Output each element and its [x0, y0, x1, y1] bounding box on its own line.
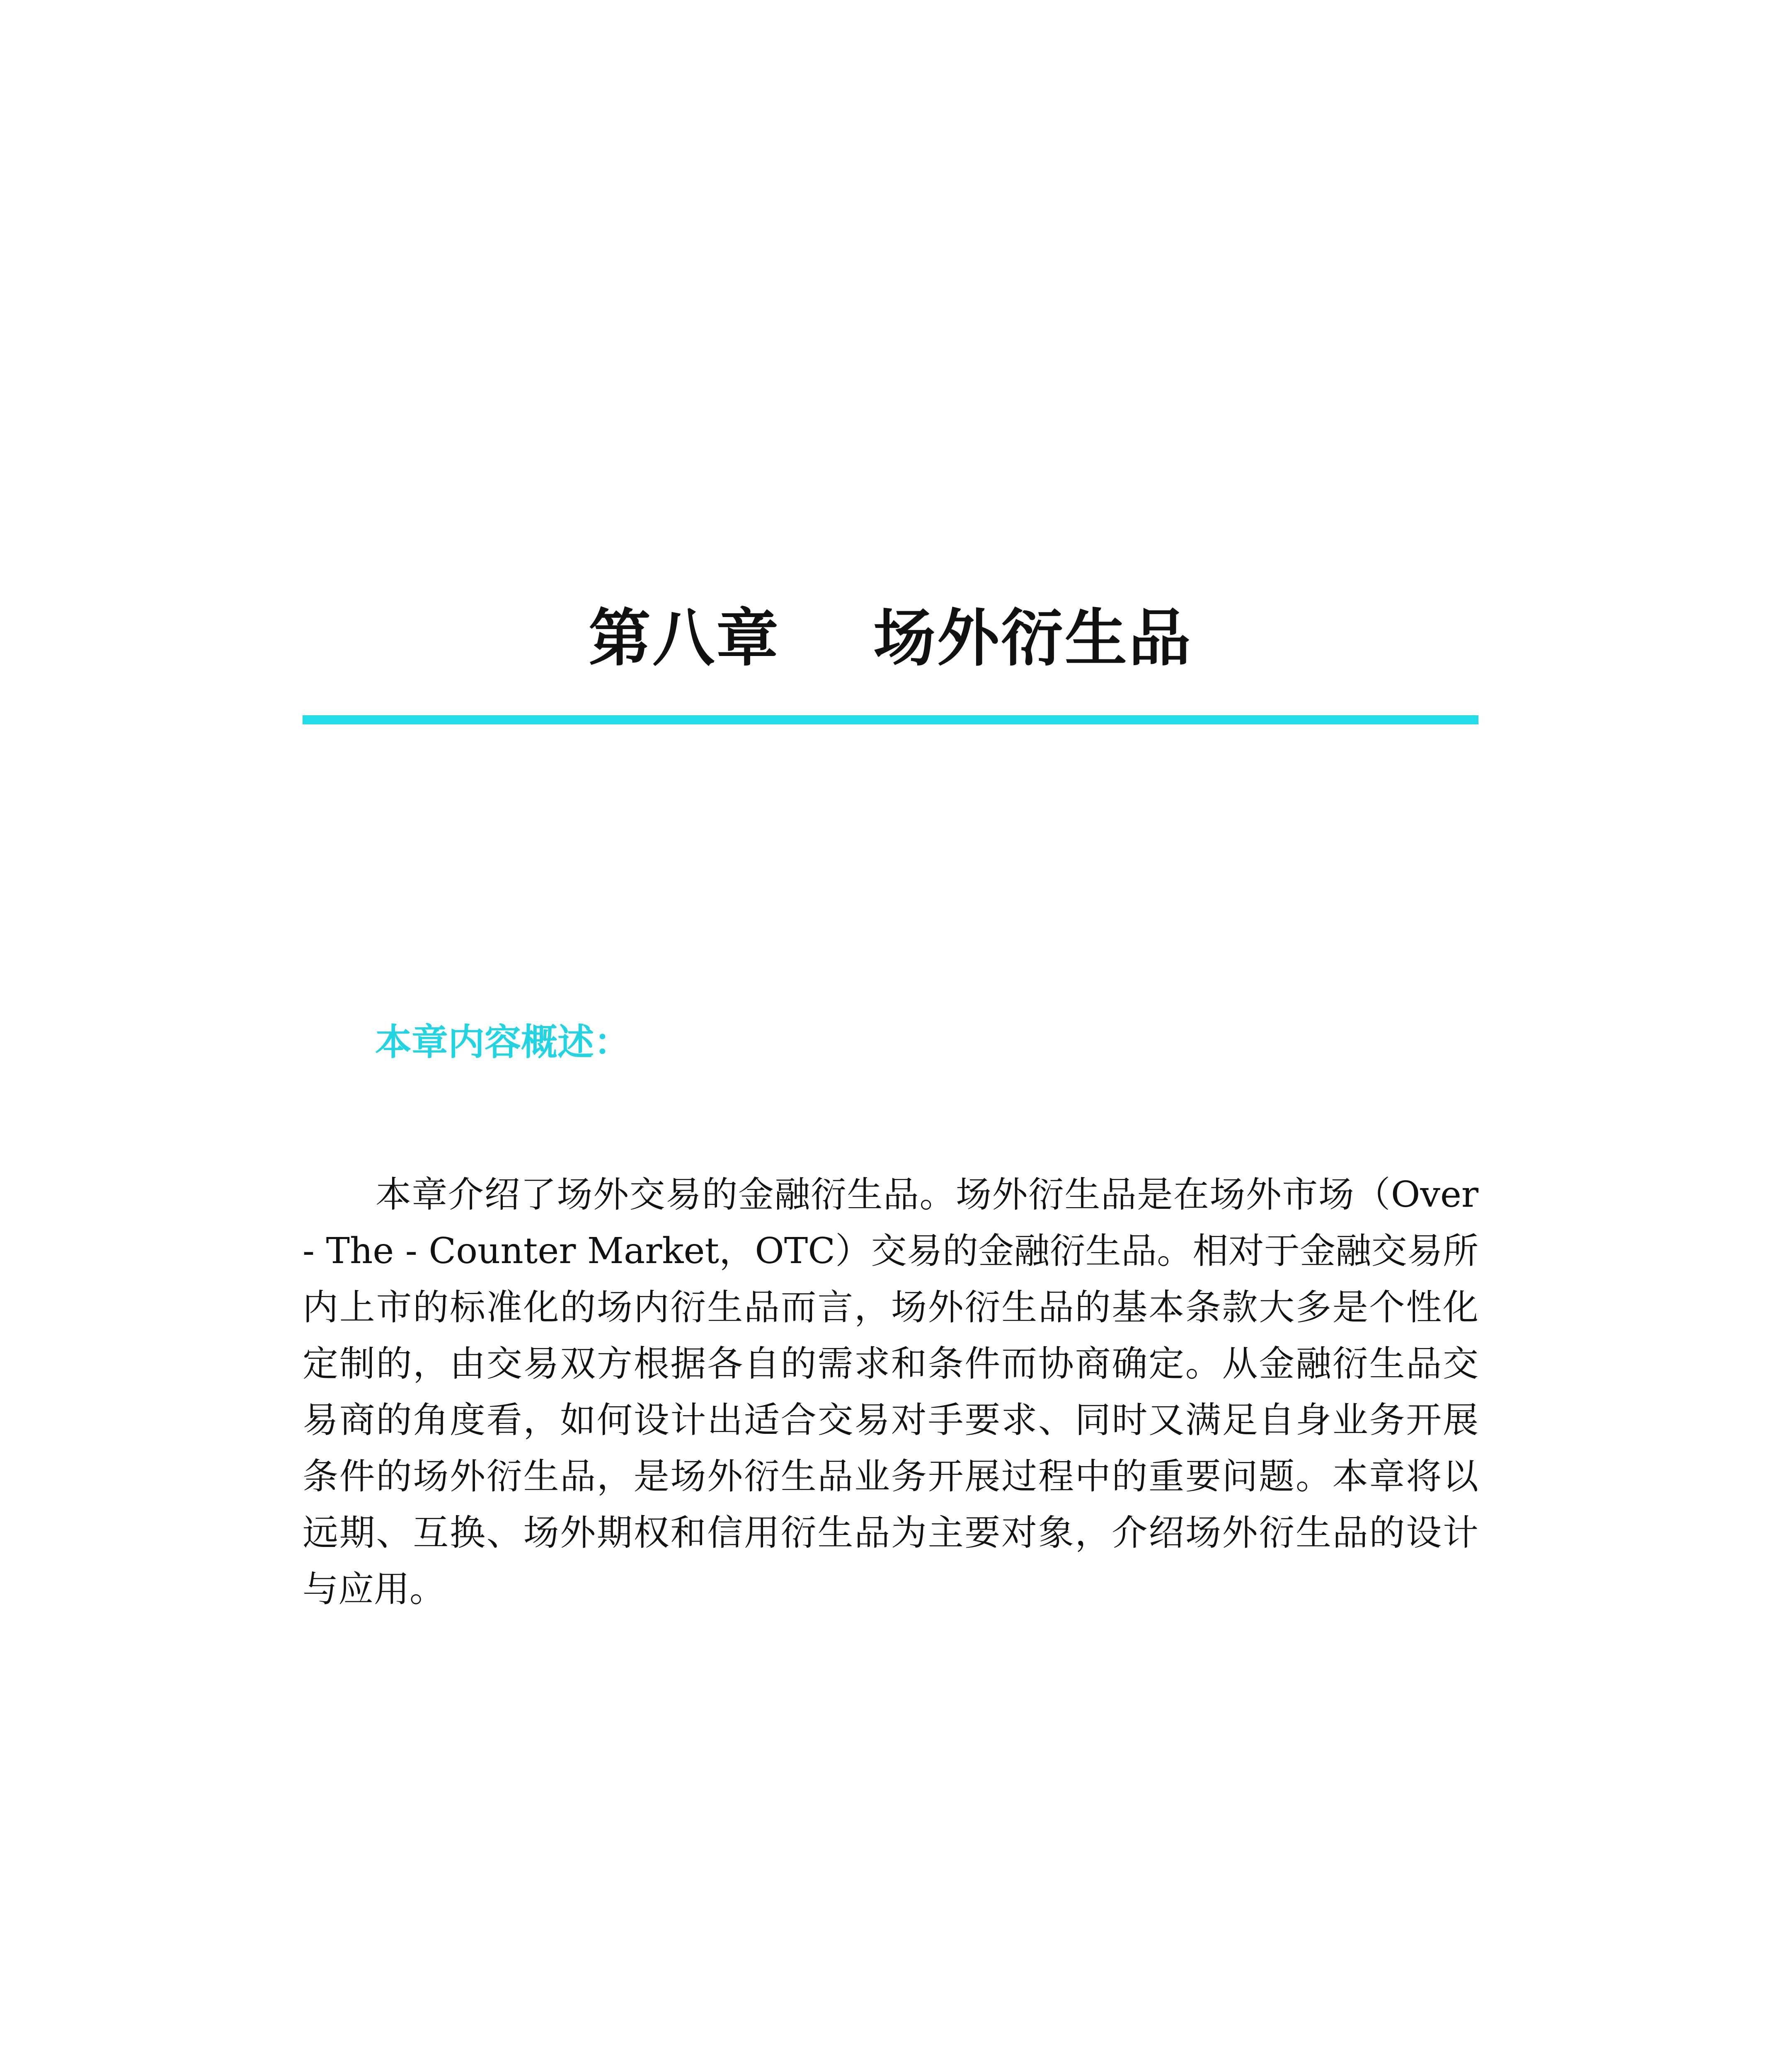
chapter-title: 第八章 场外衍生品 — [589, 602, 1192, 675]
title-divider — [303, 715, 1478, 724]
chapter-summary-paragraph: 本章介绍了场外交易的金融衍生品。场外衍生品是在场外市场（Over - The - Counter Market，OTC）交易的金融衍生品。相对于金融交易所内上市的标准化的场内衍生品而言，场外衍生品的基本条款大多是个性化定制的，由交易双方根据各自的需求和条件而协商确定。从金融衍生品交易商的角度看，如何设计出适合交易对手要求、同时又满足自身业务开展条件的场外衍生品，是场外衍生品业务开展过程中的重要问题。本章将以远期、互换、场外期权和信用衍生品为主要对象，介绍场外衍生品的设计与应用。 — [303, 1174, 1478, 1610]
chapter-summary-heading: 本章内容概述： — [375, 1021, 631, 1063]
